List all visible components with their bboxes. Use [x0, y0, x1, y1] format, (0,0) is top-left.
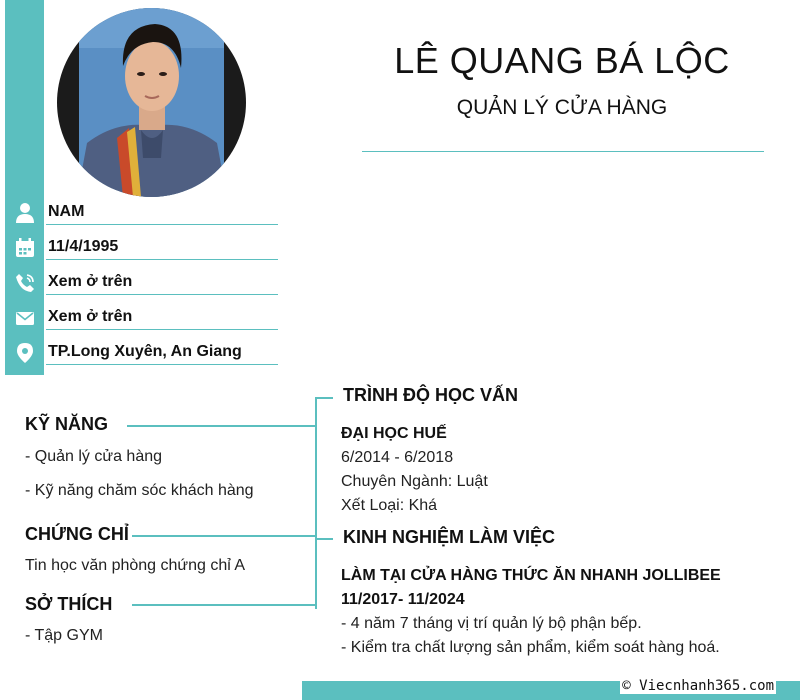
gender-value: NAM — [48, 203, 85, 220]
profile-photo — [57, 8, 246, 197]
divider — [46, 364, 278, 365]
education-title: TRÌNH ĐỘ HỌC VẤN — [343, 385, 518, 405]
hobby-item: - Tập GYM — [25, 627, 103, 644]
skills-connector — [127, 425, 316, 427]
education-period: 6/2014 - 6/2018 — [341, 449, 454, 466]
location-pin-icon — [14, 342, 36, 364]
timeline-vertical-line — [315, 397, 317, 609]
divider — [46, 224, 278, 225]
info-row-birthdate — [0, 230, 280, 265]
experience-period: 11/2017- 11/2024 — [341, 591, 465, 608]
education-grade: Xết Loại: Khá — [341, 497, 438, 514]
info-row-email — [0, 300, 280, 335]
email-value: Xem ở trên — [48, 308, 133, 325]
education-connector — [315, 397, 333, 399]
experience-connector — [315, 538, 333, 540]
birthdate-value: 11/4/1995 — [48, 238, 119, 255]
experience-company: LÀM TẠI CỬA HÀNG THỨC ĂN NHANH JOLLIBEE — [341, 567, 721, 584]
education-major: Chuyên Ngành: Luật — [341, 473, 488, 490]
experience-title: KINH NGHIỆM LÀM VIỆC — [343, 527, 556, 547]
skill-item: - Quản lý cửa hàng — [25, 448, 163, 465]
candidate-name: LÊ QUANG BÁ LỘC — [394, 40, 730, 81]
certificates-connector — [132, 535, 316, 537]
divider — [46, 294, 278, 295]
skills-title: KỸ NĂNG — [25, 414, 109, 434]
phone-icon — [14, 272, 36, 294]
skill-item: - Kỹ năng chăm sóc khách hàng — [25, 482, 254, 499]
address-value: TP.Long Xuyên, An Giang — [48, 343, 242, 360]
hobbies-title: SỞ THÍCH — [25, 594, 113, 614]
job-title: QUẢN LÝ CỬA HÀNG — [456, 96, 668, 119]
info-row-phone — [0, 265, 280, 300]
calendar-icon — [14, 237, 36, 259]
phone-value: Xem ở trên — [48, 273, 133, 290]
divider — [46, 259, 278, 260]
header-divider — [362, 151, 764, 152]
info-row-gender — [0, 195, 280, 230]
envelope-icon — [14, 307, 36, 329]
school-name: ĐẠI HỌC HUẾ — [341, 425, 447, 442]
watermark-text: © Viecnhanh365.com — [622, 678, 774, 694]
info-row-address — [0, 335, 280, 370]
divider — [46, 329, 278, 330]
person-icon — [14, 202, 36, 224]
certificates-title: CHỨNG CHỈ — [25, 524, 129, 544]
experience-detail: - Kiểm tra chất lượng sản phẩm, kiểm soát hàng hoá. — [341, 639, 720, 656]
experience-detail: - 4 năm 7 tháng vị trí quản lý bộ phận bếp. — [341, 615, 642, 632]
hobbies-connector — [132, 604, 316, 606]
certificate-item: Tin học văn phòng chứng chỉ A — [25, 557, 246, 574]
